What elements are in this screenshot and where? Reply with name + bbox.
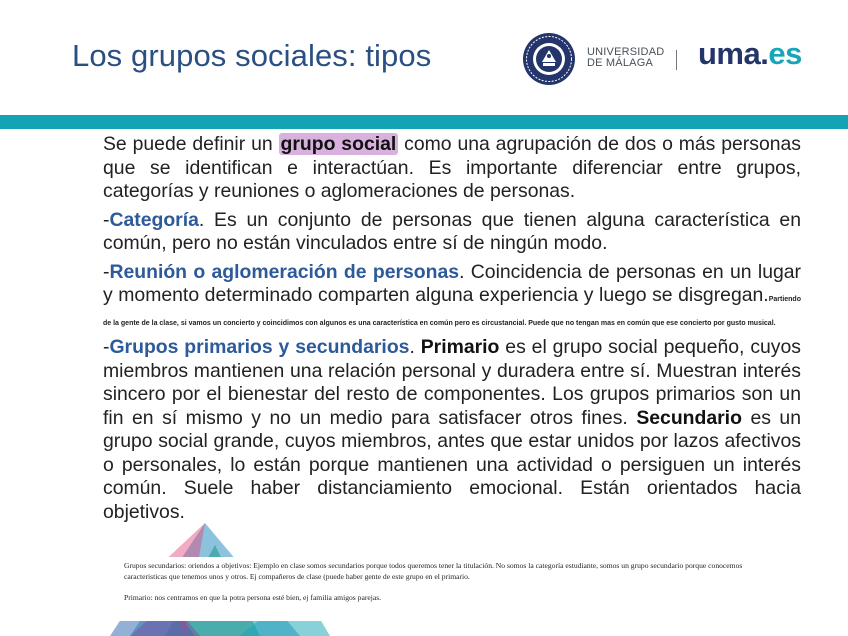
term-secundario: Secundario [636, 406, 742, 429]
paragraph-grupos-primarios-secundarios [103, 336, 801, 524]
inline-annotation: Partiendo de la gente de la clase, si vamos un concierto y coincidimos con algunos es una característica en común pero es circustancial. Puede que no tengan mas en común que ese concierto por gusto musical. [103, 296, 801, 327]
primario-text: es el grupo social pequeño, cuyos miembros mantienen una relación personal y duradera entre sí. Muestran interés sincero por el bienestar del resto de componentes. Los grupos primarios son un fin en sí mismo y no un medio para satisfacer otros fines. [103, 336, 801, 429]
logo-divider [676, 50, 677, 70]
uma-es-logo [698, 36, 802, 72]
uma-logo-es: es [768, 36, 802, 71]
term-categoria: Categoría [109, 208, 199, 231]
bullet-dash: - [103, 336, 110, 358]
highlighted-term-grupo-social: grupo social [280, 133, 397, 155]
paragraph-categoria [103, 209, 801, 256]
slide-body [103, 133, 801, 529]
paragraph-reunion [103, 261, 801, 332]
bullet-dash: - [103, 260, 110, 283]
term-reunion: Reunión o aglomeración de personas [109, 260, 460, 283]
university-name-line2: DE MÁLAGA [587, 57, 653, 69]
note-spacer [124, 582, 776, 592]
definition-text-start: Se puede definir un [103, 133, 279, 155]
slide-title: Los grupos sociales: tipos [72, 38, 432, 73]
speaker-note-primario: Primario: nos centramos en que la potra persona esté bien, ej familia amigos parejas. [124, 593, 382, 602]
header-divider-bar [0, 115, 848, 129]
bullet-dash: - [103, 208, 110, 231]
term-grupos-primarios-secundarios: Grupos primarios y secundarios [109, 336, 410, 358]
uma-logo-dot: . [760, 36, 769, 71]
speaker-note-box [120, 557, 780, 621]
separator-text: . [409, 336, 421, 358]
definition-text-end: como una agrupación de dos o más personas que se identifican e interactúan. Es importante diferenciar entre grupos, categorías y reuniones o aglomeraciones de personas. [103, 133, 801, 202]
university-name [587, 47, 664, 69]
reunion-text: . Coincidencia de personas en un lugar y momento determinado comparten alguna experiencia y luego se disgregan. [103, 260, 802, 306]
term-primario: Primario [420, 336, 500, 358]
categoria-text: . Es un conjunto de personas que tienen alguna característica en común, pero no están vinculados entre sí de ningún modo. [103, 208, 801, 254]
speaker-note-secundarios: Grupos secundarios: oriendos a objetivos: Ejemplo en clase somos secundarios porque todos queremos tener la titulación. No somos la categoría estudiante, somos un grupo secundario porque conocemos caracteristicas que tenemos unos y otros. Ej compañeros de clase (puede haber gente de este grupo en el primario. [124, 561, 743, 581]
paragraph-definition [103, 133, 801, 204]
university-seal-icon [522, 32, 576, 86]
uma-logo-main: uma [698, 36, 761, 71]
secundario-text: es un grupo social grande, cuyos miembros, antes que estar unidos por lazos afectivos o personales, lo están porque mantienen una actividad o persiguen un interés común. Suele haber distanciamiento emocional. Están orientados hacia objetivos. [103, 406, 802, 523]
university-name-line1: UNIVERSIDAD [587, 46, 665, 58]
